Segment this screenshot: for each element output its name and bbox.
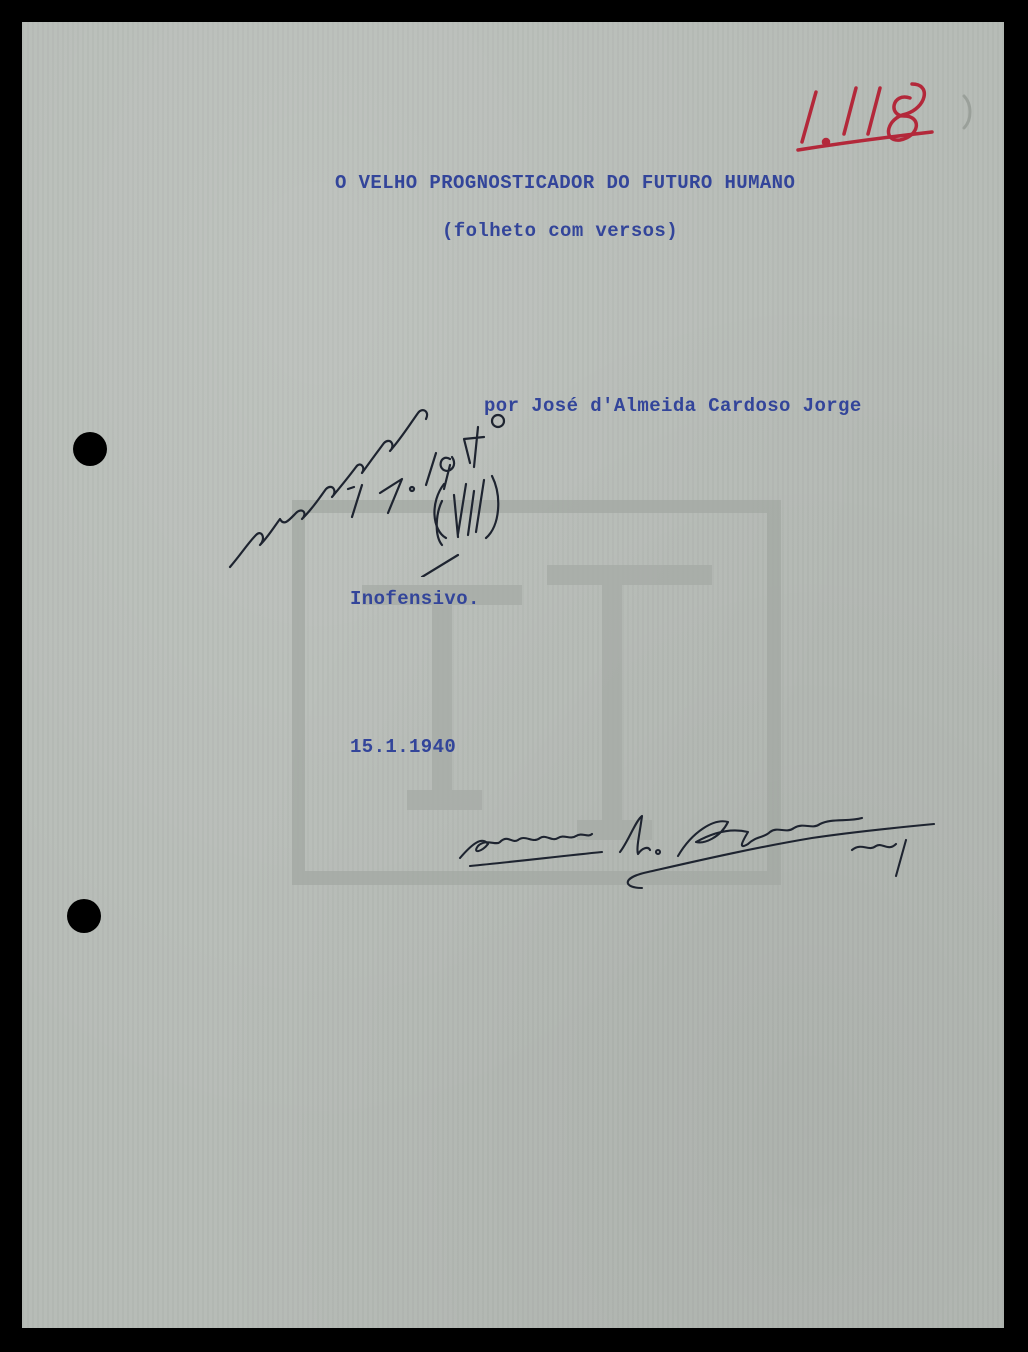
document-page	[22, 22, 1004, 1328]
document-title: O VELHO PROGNOSTICADOR DO FUTURO HUMANO	[335, 172, 796, 194]
punch-hole-bottom	[67, 899, 101, 933]
signature	[452, 792, 942, 892]
reference-number-handwritten	[782, 62, 952, 152]
handwritten-initials	[422, 472, 512, 562]
margin-mark	[958, 92, 982, 132]
document-subtitle: (folheto com versos)	[442, 220, 679, 242]
verdict-text: Inofensivo.	[350, 588, 480, 610]
punch-hole-top	[73, 432, 107, 466]
document-date: 15.1.1940	[350, 736, 457, 758]
author-line: por José d'Almeida Cardoso Jorge	[484, 395, 862, 417]
